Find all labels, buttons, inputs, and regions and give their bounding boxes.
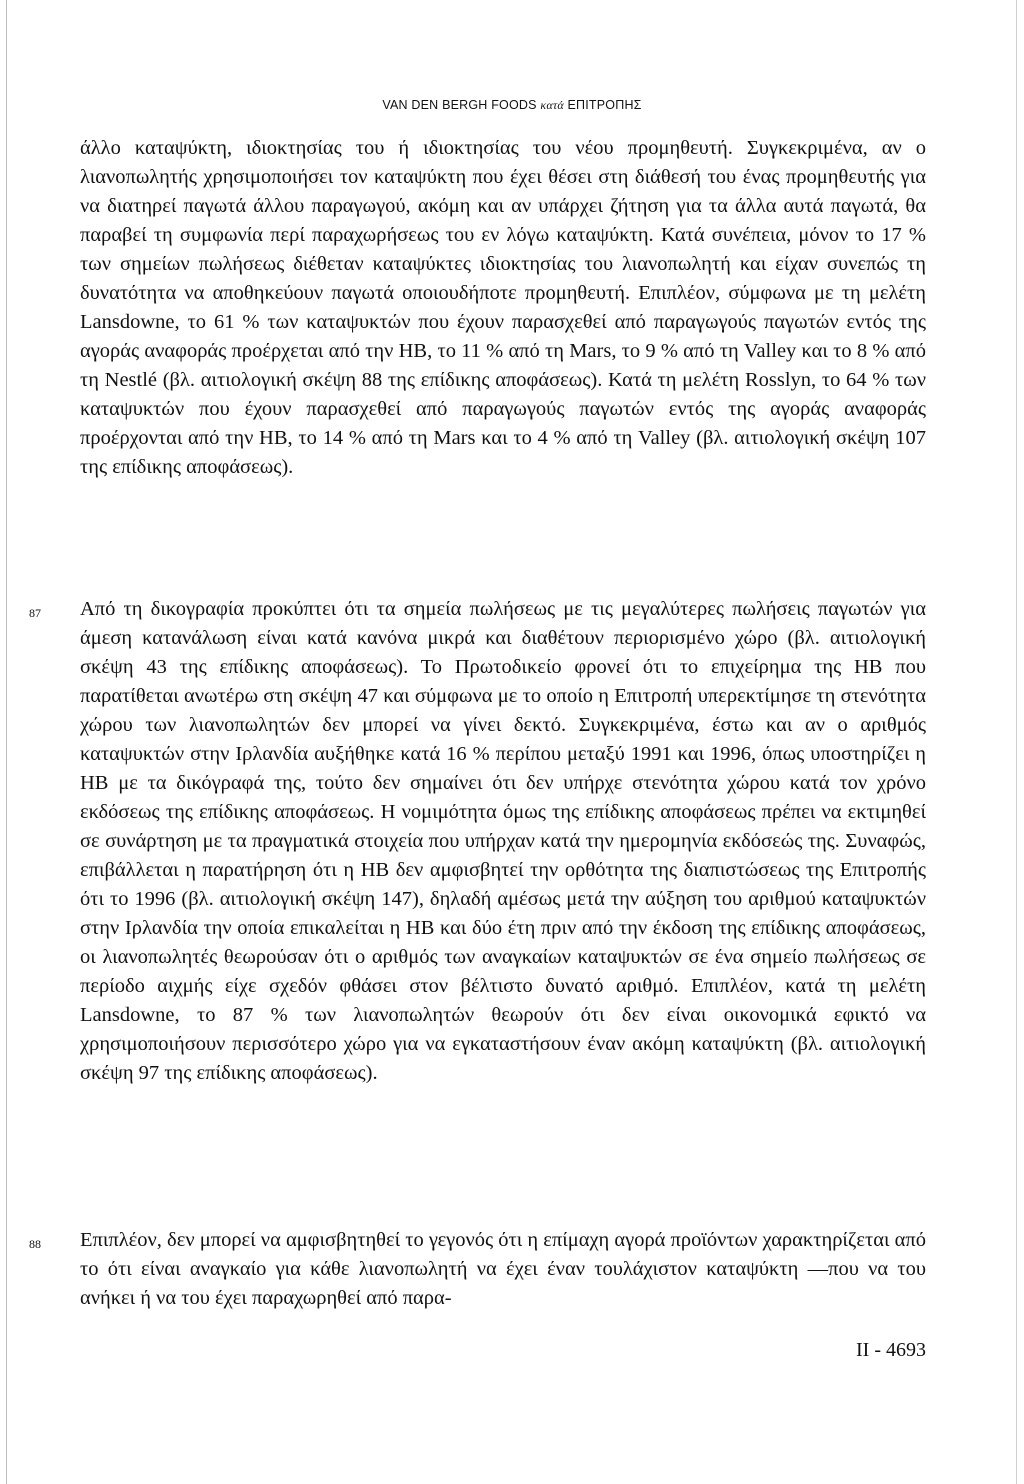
paragraph-number-87: 87 — [29, 606, 41, 620]
header-versus: κατά — [540, 98, 564, 112]
scan-edge-left — [6, 0, 7, 1484]
paragraph-text: Επιπλέον, δεν μπορεί να αμφισβητηθεί το γεγονός ότι η επίμαχη αγορά προϊόντων χαρακτηρίζεται από το ότι είναι αναγκαίο για κάθε λιανοπωλητή να έχει έναν τουλάχιστον καταψύκτη —που να του ανήκει ή να του έχει παραχωρηθεί από παρα- — [80, 1229, 926, 1309]
header-case-party: VAN DEN BERGH FOODS — [382, 98, 537, 112]
continued-paragraph — [80, 134, 926, 482]
paragraph-text: άλλο καταψύκτη, ιδιοκτησίας του ή ιδιοκτησίας του νέου προμηθευτή. Συγκεκριμένα, αν ο λιανοπωλητής χρησιμοποιήσει τον καταψύκτη που έχει θέσει στη διάθεσή του ένας προμηθευτής για να διατηρεί παγωτά άλλου παραγωγού, ακόμη και αν υπάρχει ζήτηση για τα άλλα αυτά παγωτά, θα παραβεί τη συμφωνία περί παραχωρήσεως του εν λόγω καταψύκτη. Κατά συνέπεια, μόνον το 17 % των σημείων πωλήσεως διέθεταν καταψύκτες ιδιοκτησίας του λιανοπωλητή και είχαν συνεπώς τη δυνατότητα να αποθηκεύουν παγωτά οποιουδήποτε προμηθευτή. Επιπλέον, σύμφωνα με τη μελέτη Lansdowne, το 61 % των καταψυκτών που έχουν παρασχεθεί από παραγωγούς παγωτών εντός της αγοράς αναφοράς προέρχεται από την HB, το 11 % από τη Mars, το 9 % από τη Valley και το 8 % από τη Nestlé (βλ. αιτιολογική σκέψη 88 της επίδικης αποφάσεως). Κατά τη μελέτη Rosslyn, το 64 % των καταψυκτών που έχουν παρασχεθεί από παραγωγούς παγωτών εντός της αγοράς αναφοράς προέρχονται από την HB, το 14 % από τη Mars και το 4 % από τη Valley (βλ. αιτιολογική σκέψη 107 της επίδικης αποφάσεως). — [80, 137, 926, 478]
page-number: II - 4693 — [856, 1339, 926, 1361]
running-header — [0, 98, 1024, 113]
header-commission: ΕΠΙΤΡΟΠΗΣ — [567, 98, 642, 112]
paragraph-87 — [80, 595, 926, 1088]
scan-edge-right — [1016, 0, 1017, 1484]
paragraph-text: Από τη δικογραφία προκύπτει ότι τα σημεία πωλήσεως με τις μεγαλύτερες πωλήσεις παγωτών για άμεση κατανάλωση είναι κατά κανόνα μικρά και διαθέτουν περιορισμένο χώρο (βλ. αιτιολογική σκέψη 43 της επίδικης αποφάσεως). Το Πρωτοδικείο φρονεί ότι το επιχείρημα της HB που παρατίθεται ανωτέρω στη σκέψη 47 και σύμφωνα με το οποίο η Επιτροπή υπερεκτίμησε τη στενότητα χώρου των λιανοπωλητών δεν μπορεί να γίνει δεκτό. Συγκεκριμένα, έστω και αν ο αριθμός καταψυκτών στην Ιρλανδία αυξήθηκε κατά 16 % περίπου μεταξύ 1991 και 1996, όπως υποστηρίζει η HB με τα δικόγραφά της, τούτο δεν σημαίνει ότι δεν υπήρχε στενότητα χώρου κατά τον χρόνο εκδόσεως της επίδικης αποφάσεως. Η νομιμότητα όμως της επίδικης αποφάσεως πρέπει να εκτιμηθεί σε συνάρτηση με τα πραγματικά στοιχεία που υπήρχαν κατά την ημερομηνία εκδόσεώς της. Συναφώς, επιβάλλεται η παρατήρηση ότι η HB δεν αμφισβητεί την ορθότητα της διαπιστώσεως της Επιτροπής ότι το 1996 (βλ. αιτιολογική σκέψη 147), δηλαδή αμέσως μετά την αύξηση του αριθμού καταψυκτών στην Ιρλανδία την οποία επικαλείται η HB και δύο έτη πριν από την έκδοση της επίδικης αποφάσεως, οι λιανοπωλητές θεωρούσαν ότι ο αριθμός των αναγκαίων καταψυκτών σε ένα σημείο πωλήσεως σε περίοδο αιχμής είχε σχεδόν φθάσει στον βέλτιστο δυνατό αριθμό. Επιπλέον, κατά τη μελέτη Lansdowne, το 87 % των λιανοπωλητών θεωρούν ότι δεν είναι οικονομικά εφικτό να χρησιμοποιήσουν περισσότερο χώρο για να εγκαταστήσουν έναν ακόμη καταψύκτη (βλ. αιτιολογική σκέψη 97 της επίδικης αποφάσεως). — [80, 598, 926, 1084]
paragraph-number-88: 88 — [29, 1237, 41, 1251]
paragraph-88 — [80, 1226, 926, 1313]
